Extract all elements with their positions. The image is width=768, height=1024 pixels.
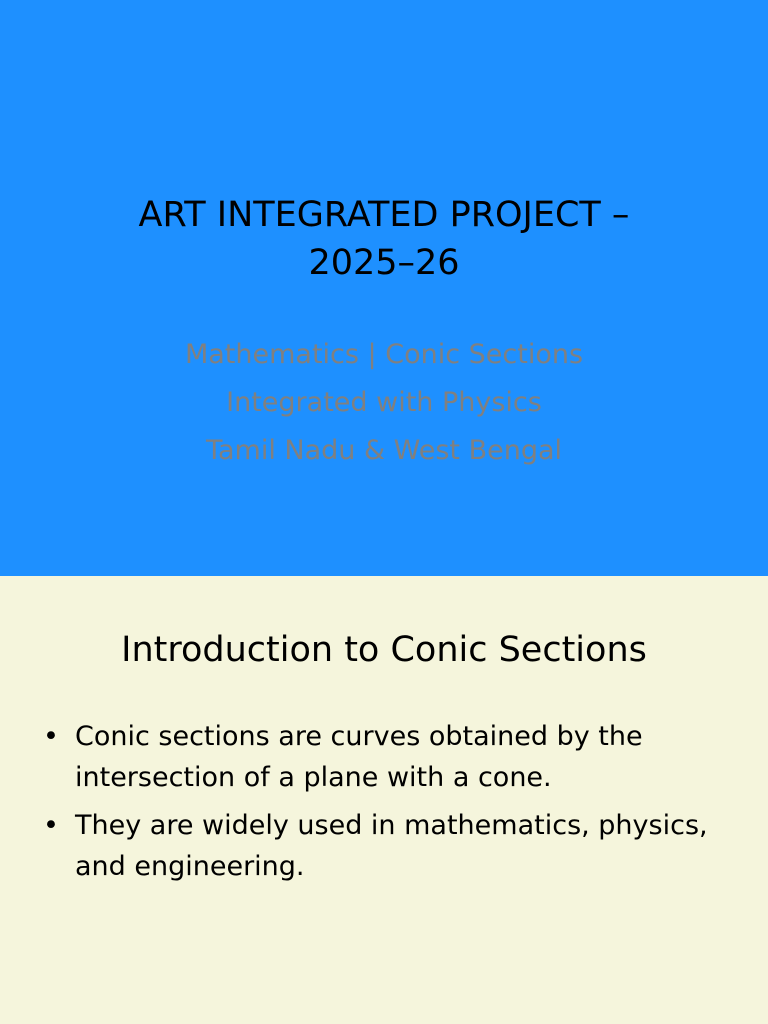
subtitle-line-subject: Mathematics | Conic Sections <box>184 339 584 370</box>
bullet-dot-icon: • <box>43 810 59 841</box>
intro-heading: Introduction to Conic Sections <box>121 630 647 670</box>
list-item <box>40 716 730 798</box>
intro-slide <box>0 576 768 1024</box>
bullet-text: Conic sections are curves obtained by the intersection of a plane with a cone. <box>75 721 643 793</box>
slide-title <box>40 191 728 287</box>
bullet-text: They are widely used in mathematics, physics, and engineering. <box>75 810 708 882</box>
list-item <box>40 805 730 887</box>
bullet-dot-icon: • <box>43 721 59 752</box>
title-line-2: 2025–26 <box>308 243 460 283</box>
subtitle-line-states: Tamil Nadu & West Bengal <box>205 435 563 466</box>
slide-subtitle <box>40 331 728 475</box>
bullet-list <box>40 716 730 894</box>
title-line-1: ART INTEGRATED PROJECT – <box>138 195 630 235</box>
subtitle-line-integration: Integrated with Physics <box>226 387 542 418</box>
